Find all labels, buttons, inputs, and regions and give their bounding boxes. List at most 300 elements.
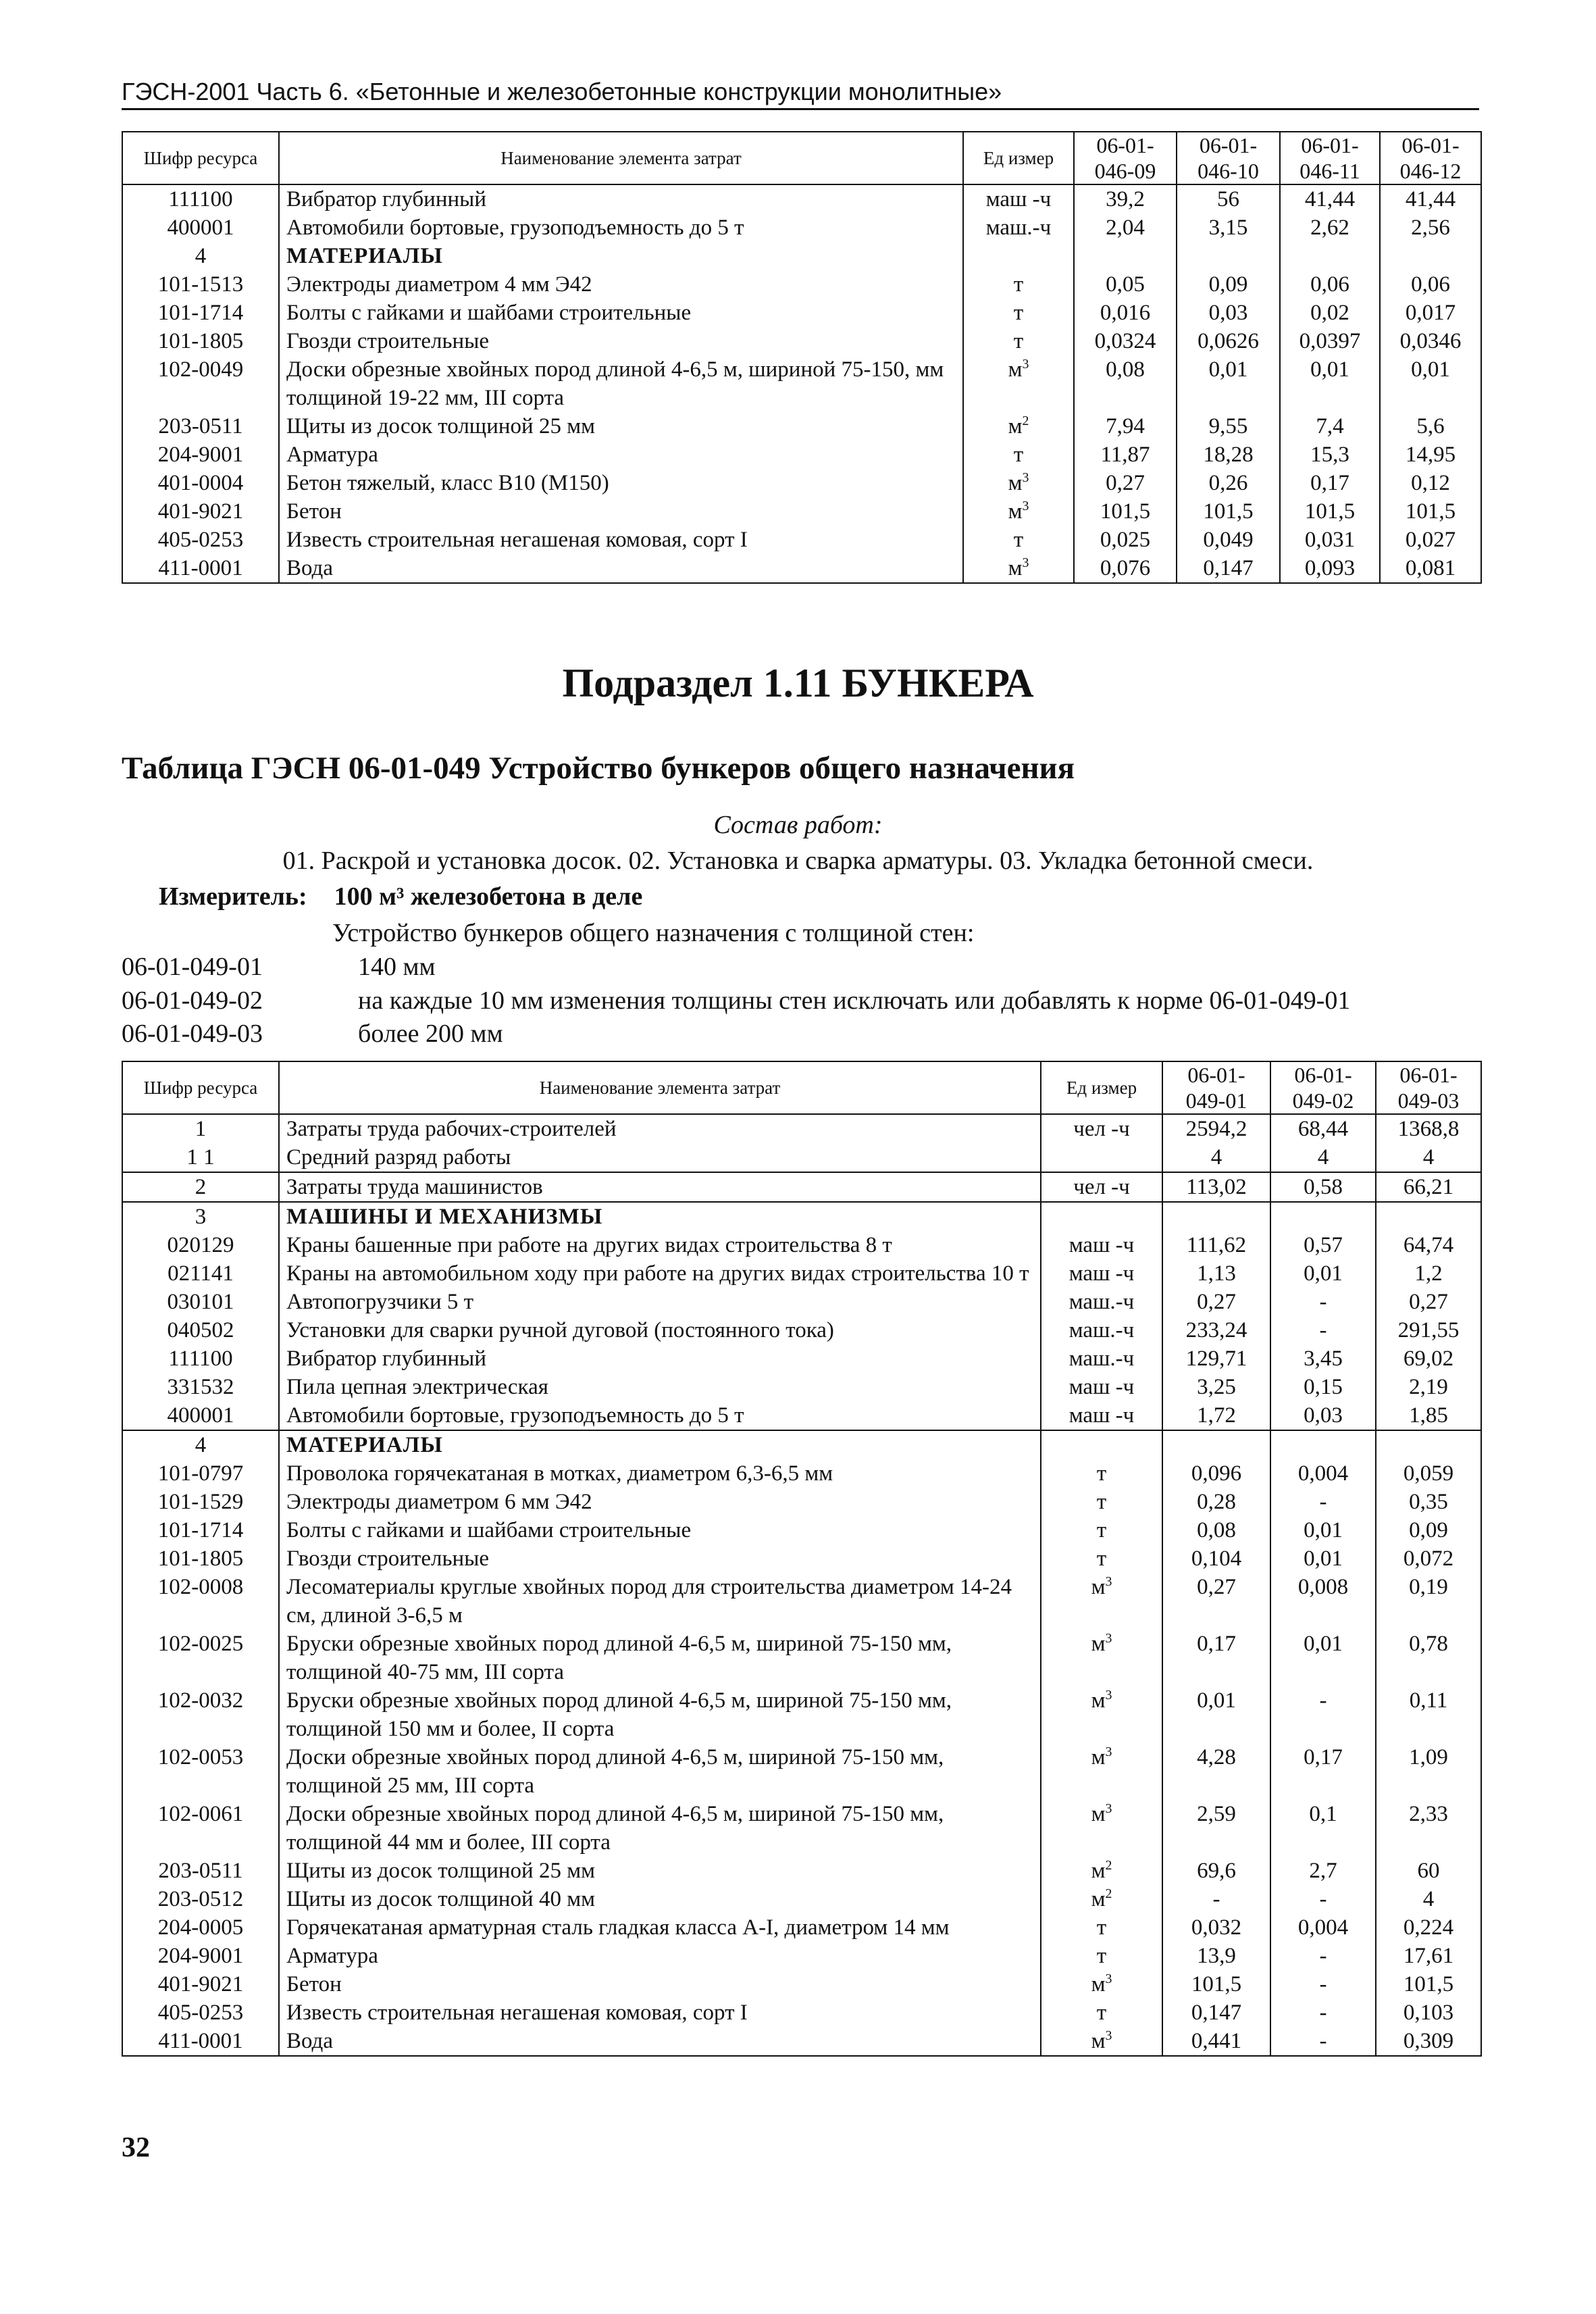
- table-row: [122, 1344, 1481, 1373]
- resource-code: 4: [122, 1430, 279, 1459]
- resource-code: 1 1: [122, 1143, 279, 1172]
- resource-code: 411-0001: [122, 2027, 279, 2056]
- section-label: МАТЕРИАЛЫ: [279, 242, 963, 270]
- unit-cell: [1041, 1430, 1162, 1459]
- value-cell: 2594,2: [1162, 1114, 1270, 1143]
- value-cell: 0,26: [1177, 469, 1280, 497]
- value-cell: 3,45: [1270, 1344, 1376, 1373]
- value-cell: 15,3: [1280, 441, 1380, 469]
- resource-name: Известь строительная негашеная комовая, сорт I: [279, 526, 963, 554]
- value-cell: 291,55: [1376, 1316, 1481, 1344]
- resource-table-06-01-049: [122, 1061, 1482, 2057]
- table-row: [122, 1942, 1481, 1970]
- resource-code: 2: [122, 1172, 279, 1202]
- table-row: [122, 1488, 1481, 1516]
- value-cell: -: [1270, 1998, 1376, 2027]
- table2-body: [122, 1061, 1481, 2056]
- resource-code: 101-0797: [122, 1459, 279, 1488]
- resource-code: 101-1529: [122, 1488, 279, 1516]
- value-cell: -: [1270, 1885, 1376, 1913]
- unit-cell: $м^3$: [1041, 1686, 1162, 1743]
- column-header: 06-01-046-11: [1280, 132, 1380, 184]
- section-label: МАТЕРИАЛЫ: [279, 1430, 1041, 1459]
- value-cell: 2,33: [1376, 1800, 1481, 1857]
- resource-name: Бетон тяжелый, класс В10 (М150): [279, 469, 963, 497]
- running-header: ГЭСН-2001 Часть 6. «Бетонные и железобетонные конструкции монолитные»: [122, 76, 1479, 110]
- variant-code: 06-01-049-01: [122, 953, 263, 981]
- resource-code: 102-0053: [122, 1743, 279, 1800]
- value-cell: 0,09: [1177, 270, 1280, 299]
- resource-code: 021141: [122, 1259, 279, 1288]
- column-header: Ед измер: [1041, 1061, 1162, 1114]
- value-cell: 0,28: [1162, 1488, 1270, 1516]
- resource-name: Пила цепная электрическая: [279, 1373, 1041, 1401]
- value-cell: 0,02: [1280, 299, 1380, 327]
- table-row: [122, 554, 1481, 583]
- unit-cell: т: [1041, 1998, 1162, 2027]
- value-cell: 0,03: [1177, 299, 1280, 327]
- value-cell: 101,5: [1376, 1970, 1481, 1998]
- table-row: [122, 1998, 1481, 2027]
- resource-code: 401-9021: [122, 497, 279, 526]
- value-cell: 2,62: [1280, 213, 1380, 242]
- resource-name: Болты с гайками и шайбами строительные: [279, 1516, 1041, 1544]
- resource-name: Вода: [279, 2027, 1041, 2056]
- value-cell: 4: [1376, 1143, 1481, 1172]
- composition-label: Состав работ:: [713, 811, 883, 839]
- resource-name: Вода: [279, 554, 963, 583]
- column-header: Наименование элемента затрат: [279, 132, 963, 184]
- value-cell: 56: [1177, 184, 1280, 213]
- value-cell: 0,031: [1280, 526, 1380, 554]
- value-cell: 39,2: [1074, 184, 1177, 213]
- resource-name: Средний разряд работы: [279, 1143, 1041, 1172]
- value-cell: 41,44: [1280, 184, 1380, 213]
- resource-name: Болты с гайками и шайбами строительные: [279, 299, 963, 327]
- value-cell: 7,94: [1074, 412, 1177, 441]
- value-cell: 0,27: [1074, 469, 1177, 497]
- unit-cell: т: [963, 526, 1074, 554]
- resource-table-06-01-046: [122, 131, 1482, 584]
- value-cell: 0,06: [1380, 270, 1481, 299]
- resource-code: 4: [122, 242, 279, 270]
- value-cell: 7,4: [1280, 412, 1380, 441]
- value-cell: 3,25: [1162, 1373, 1270, 1401]
- resource-code: 101-1513: [122, 270, 279, 299]
- resource-code: 331532: [122, 1373, 279, 1401]
- unit-cell: т: [1041, 1942, 1162, 1970]
- unit-cell: $м^3$: [1041, 2027, 1162, 2056]
- resource-name: Краны на автомобильном ходу при работе на других видах строительства 10 т: [279, 1259, 1041, 1288]
- value-cell: 1,85: [1376, 1401, 1481, 1430]
- value-cell: 41,44: [1380, 184, 1481, 213]
- unit-cell: $м^2$: [1041, 1857, 1162, 1885]
- value-cell: 0,081: [1380, 554, 1481, 583]
- value-cell: 0,17: [1270, 1743, 1376, 1800]
- value-cell: 66,21: [1376, 1172, 1481, 1202]
- value-cell: -: [1270, 2027, 1376, 2056]
- resource-code: 405-0253: [122, 526, 279, 554]
- value-cell: 0,0346: [1380, 327, 1481, 355]
- unit-cell: маш.-ч: [1041, 1288, 1162, 1316]
- value-cell: 101,5: [1177, 497, 1280, 526]
- value-cell: 0,57: [1270, 1231, 1376, 1259]
- value-cell: 1,2: [1376, 1259, 1481, 1288]
- value-cell: 0,58: [1270, 1172, 1376, 1202]
- value-cell: 0,27: [1162, 1573, 1270, 1630]
- value-cell: 60: [1376, 1857, 1481, 1885]
- resource-code: 401-0004: [122, 469, 279, 497]
- table-row: [122, 1544, 1481, 1573]
- resource-name: Известь строительная негашеная комовая, сорт I: [279, 1998, 1041, 2027]
- unit-cell: т: [963, 441, 1074, 469]
- resource-code: 102-0032: [122, 1686, 279, 1743]
- variant-line: [122, 1018, 503, 1049]
- table-row: [122, 1172, 1481, 1202]
- section-label: МАШИНЫ И МЕХАНИЗМЫ: [279, 1202, 1041, 1231]
- resource-name: Автомобили бортовые, грузоподъемность до 5 т: [279, 213, 963, 242]
- column-header: Шифр ресурса: [122, 1061, 279, 1114]
- table-row: [122, 1316, 1481, 1344]
- value-cell: 101,5: [1074, 497, 1177, 526]
- resource-name: Установки для сварки ручной дуговой (постоянного тока): [279, 1316, 1041, 1344]
- unit-cell: т: [1041, 1459, 1162, 1488]
- value-cell: 1,09: [1376, 1743, 1481, 1800]
- resource-code: 102-0049: [122, 355, 279, 412]
- value-cell: 0,01: [1270, 1516, 1376, 1544]
- value-cell: 2,7: [1270, 1857, 1376, 1885]
- value-cell: [1270, 1202, 1376, 1231]
- unit-cell: маш -ч: [1041, 1373, 1162, 1401]
- value-cell: 0,032: [1162, 1913, 1270, 1942]
- table-row: [122, 270, 1481, 299]
- resource-name: Лесоматериалы круглые хвойных пород для строительства диаметром 14-24 см, длиной 3-6,5 м: [279, 1573, 1041, 1630]
- resource-code: 101-1714: [122, 1516, 279, 1544]
- value-cell: 69,6: [1162, 1857, 1270, 1885]
- measure-value: 100 м³ железобетона в деле: [334, 882, 643, 911]
- unit-cell: $м^3$: [1041, 1970, 1162, 1998]
- unit-cell: чел -ч: [1041, 1172, 1162, 1202]
- value-cell: [1177, 242, 1280, 270]
- value-cell: 0,01: [1177, 355, 1280, 412]
- resource-name: Доски обрезные хвойных пород длиной 4-6,5 м, шириной 75-150 мм, толщиной 25 мм, III сорта: [279, 1743, 1041, 1800]
- value-cell: 0,09: [1376, 1516, 1481, 1544]
- table-row: [122, 1459, 1481, 1488]
- variant-code: 06-01-049-02: [122, 986, 263, 1015]
- resource-code: 111100: [122, 184, 279, 213]
- value-cell: 0,147: [1162, 1998, 1270, 2027]
- resource-name: Вибратор глубинный: [279, 1344, 1041, 1373]
- table-row: [122, 327, 1481, 355]
- table-row: [122, 526, 1481, 554]
- table-row: [122, 1231, 1481, 1259]
- value-cell: 0,008: [1270, 1573, 1376, 1630]
- resource-code: 204-0005: [122, 1913, 279, 1942]
- subsection-title: Подраздел 1.11 БУНКЕРА: [562, 661, 1034, 705]
- value-cell: 2,56: [1380, 213, 1481, 242]
- resource-name: Электроды диаметром 6 мм Э42: [279, 1488, 1041, 1516]
- resource-code: 203-0511: [122, 1857, 279, 1885]
- value-cell: 0,103: [1376, 1998, 1481, 2027]
- resource-code: 411-0001: [122, 554, 279, 583]
- resource-name: Арматура: [279, 441, 963, 469]
- value-cell: [1074, 242, 1177, 270]
- value-cell: 233,24: [1162, 1316, 1270, 1344]
- value-cell: 14,95: [1380, 441, 1481, 469]
- resource-name: Бетон: [279, 1970, 1041, 1998]
- value-cell: 0,1: [1270, 1800, 1376, 1857]
- resource-code: 401-9021: [122, 1970, 279, 1998]
- table-row: [122, 1857, 1481, 1885]
- table-row: [122, 1143, 1481, 1172]
- value-cell: 0,224: [1376, 1913, 1481, 1942]
- table-row: [122, 1259, 1481, 1288]
- resource-name: Гвозди строительные: [279, 1544, 1041, 1573]
- resource-code: 102-0008: [122, 1573, 279, 1630]
- table-row: [122, 1630, 1481, 1686]
- value-cell: 0,05: [1074, 270, 1177, 299]
- resource-code: 204-9001: [122, 1942, 279, 1970]
- section-row: [122, 1202, 1481, 1231]
- unit-cell: чел -ч: [1041, 1114, 1162, 1143]
- table-row: [122, 299, 1481, 327]
- value-cell: 64,74: [1376, 1231, 1481, 1259]
- table-row: [122, 412, 1481, 441]
- value-cell: 0,17: [1280, 469, 1380, 497]
- resource-code: 030101: [122, 1288, 279, 1316]
- value-cell: 0,0626: [1177, 327, 1280, 355]
- resource-code: 101-1805: [122, 327, 279, 355]
- value-cell: 0,072: [1376, 1544, 1481, 1573]
- value-cell: 18,28: [1177, 441, 1280, 469]
- value-cell: 0,27: [1376, 1288, 1481, 1316]
- table-row: [122, 355, 1481, 412]
- value-cell: 0,049: [1177, 526, 1280, 554]
- table-row: [122, 1913, 1481, 1942]
- unit-cell: $м^3$: [1041, 1573, 1162, 1630]
- value-cell: 0,096: [1162, 1459, 1270, 1488]
- resource-name: Электроды диаметром 4 мм Э42: [279, 270, 963, 299]
- value-cell: 111,62: [1162, 1231, 1270, 1259]
- unit-cell: [1041, 1143, 1162, 1172]
- value-cell: 0,01: [1270, 1544, 1376, 1573]
- value-cell: 0,17: [1162, 1630, 1270, 1686]
- value-cell: 0,017: [1380, 299, 1481, 327]
- value-cell: -: [1270, 1288, 1376, 1316]
- value-cell: 0,78: [1376, 1630, 1481, 1686]
- value-cell: [1376, 1202, 1481, 1231]
- resource-name: Доски обрезные хвойных пород длиной 4-6,5 м, шириной 75-150, мм толщиной 19-22 мм, III сорта: [279, 355, 963, 412]
- value-cell: 1,72: [1162, 1401, 1270, 1430]
- composition-text: 01. Раскрой и установка досок. 02. Установка и сварка арматуры. 03. Укладка бетонной смеси.: [282, 847, 1314, 875]
- table-row: [122, 1288, 1481, 1316]
- value-cell: [1270, 1430, 1376, 1459]
- unit-cell: т: [1041, 1516, 1162, 1544]
- value-cell: 4: [1270, 1143, 1376, 1172]
- variants-intro: Устройство бункеров общего назначения с толщиной стен:: [332, 919, 975, 947]
- resource-code: 102-0025: [122, 1630, 279, 1686]
- value-cell: 2,04: [1074, 213, 1177, 242]
- unit-cell: т: [963, 327, 1074, 355]
- column-header: 06-01-046-10: [1177, 132, 1280, 184]
- unit-cell: т: [1041, 1544, 1162, 1573]
- resource-name: Бетон: [279, 497, 963, 526]
- table-row: [122, 1686, 1481, 1743]
- table-header-row: [122, 132, 1481, 184]
- table-row: [122, 497, 1481, 526]
- value-cell: 0,19: [1376, 1573, 1481, 1630]
- resource-name: Арматура: [279, 1942, 1041, 1970]
- value-cell: 4,28: [1162, 1743, 1270, 1800]
- resource-name: Автопогрузчики 5 т: [279, 1288, 1041, 1316]
- value-cell: 0,08: [1162, 1516, 1270, 1544]
- value-cell: 0,025: [1074, 526, 1177, 554]
- table-row: [122, 1743, 1481, 1800]
- resource-name: Затраты труда рабочих-строителей: [279, 1114, 1041, 1143]
- resource-name: Автомобили бортовые, грузоподъемность до 5 т: [279, 1401, 1041, 1430]
- resource-name: Щиты из досок толщиной 25 мм: [279, 1857, 1041, 1885]
- variant-text: более 200 мм: [358, 1020, 503, 1048]
- resource-name: Проволока горячекатаная в мотках, диаметром 6,3-6,5 мм: [279, 1459, 1041, 1488]
- unit-cell: маш -ч: [1041, 1259, 1162, 1288]
- value-cell: [1162, 1430, 1270, 1459]
- value-cell: -: [1270, 1686, 1376, 1743]
- unit-cell: $м^3$: [963, 497, 1074, 526]
- value-cell: 1,13: [1162, 1259, 1270, 1288]
- unit-cell: маш -ч: [963, 184, 1074, 213]
- value-cell: [1162, 1202, 1270, 1231]
- table-row: [122, 1885, 1481, 1913]
- value-cell: 129,71: [1162, 1344, 1270, 1373]
- value-cell: 0,01: [1162, 1686, 1270, 1743]
- table-header-row: [122, 1061, 1481, 1114]
- column-header: 06-01-049-02: [1270, 1061, 1376, 1114]
- table-row: [122, 1114, 1481, 1143]
- value-cell: 0,01: [1270, 1259, 1376, 1288]
- resource-name: Краны башенные при работе на других видах строительства 8 т: [279, 1231, 1041, 1259]
- table-row: [122, 1401, 1481, 1430]
- resource-code: 400001: [122, 213, 279, 242]
- resource-name: Щиты из досок толщиной 40 мм: [279, 1885, 1041, 1913]
- value-cell: 0,27: [1162, 1288, 1270, 1316]
- value-cell: 0,093: [1280, 554, 1380, 583]
- value-cell: 0,01: [1280, 355, 1380, 412]
- unit-cell: маш.-ч: [963, 213, 1074, 242]
- value-cell: 0,35: [1376, 1488, 1481, 1516]
- table-row: [122, 469, 1481, 497]
- resource-name: Вибратор глубинный: [279, 184, 963, 213]
- value-cell: [1380, 242, 1481, 270]
- variant-text: 140 мм: [358, 953, 436, 981]
- table-row: [122, 184, 1481, 213]
- value-cell: 0,01: [1380, 355, 1481, 412]
- value-cell: 0,15: [1270, 1373, 1376, 1401]
- value-cell: 4: [1376, 1885, 1481, 1913]
- value-cell: 69,02: [1376, 1344, 1481, 1373]
- value-cell: 2,59: [1162, 1800, 1270, 1857]
- unit-cell: $м^3$: [1041, 1630, 1162, 1686]
- unit-cell: т: [963, 270, 1074, 299]
- column-header: Наименование элемента затрат: [279, 1061, 1041, 1114]
- value-cell: -: [1270, 1488, 1376, 1516]
- column-header: Шифр ресурса: [122, 132, 279, 184]
- value-cell: -: [1270, 1942, 1376, 1970]
- resource-name: Затраты труда машинистов: [279, 1172, 1041, 1202]
- table-row: [122, 1800, 1481, 1857]
- value-cell: 0,06: [1280, 270, 1380, 299]
- value-cell: 4: [1162, 1143, 1270, 1172]
- column-header: Ед измер: [963, 132, 1074, 184]
- resource-code: 102-0061: [122, 1800, 279, 1857]
- unit-cell: т: [963, 299, 1074, 327]
- value-cell: 0,0397: [1280, 327, 1380, 355]
- section-row: [122, 242, 1481, 270]
- unit-cell: $м^2$: [963, 412, 1074, 441]
- unit-cell: т: [1041, 1913, 1162, 1942]
- value-cell: [1280, 242, 1380, 270]
- resource-name: Доски обрезные хвойных пород длиной 4-6,5 м, шириной 75-150 мм, толщиной 44 мм и более, III сорта: [279, 1800, 1041, 1857]
- measure-label: Измеритель:: [159, 882, 307, 911]
- resource-code: 400001: [122, 1401, 279, 1430]
- table-row: [122, 1970, 1481, 1998]
- value-cell: 0,004: [1270, 1459, 1376, 1488]
- column-header: 06-01-046-12: [1380, 132, 1481, 184]
- value-cell: 0,0324: [1074, 327, 1177, 355]
- variant-line: [122, 985, 1350, 1016]
- resource-code: 101-1805: [122, 1544, 279, 1573]
- table-row: [122, 1573, 1481, 1630]
- value-cell: 0,441: [1162, 2027, 1270, 2056]
- value-cell: 3,15: [1177, 213, 1280, 242]
- table-row: [122, 441, 1481, 469]
- value-cell: 0,104: [1162, 1544, 1270, 1573]
- variant-code: 06-01-049-03: [122, 1020, 263, 1048]
- value-cell: -: [1270, 1316, 1376, 1344]
- value-cell: 0,076: [1074, 554, 1177, 583]
- unit-cell: $м^3$: [963, 355, 1074, 412]
- value-cell: 0,08: [1074, 355, 1177, 412]
- table-row: [122, 1516, 1481, 1544]
- value-cell: 9,55: [1177, 412, 1280, 441]
- resource-name: Горячекатаная арматурная сталь гладкая класса А-I, диаметром 14 мм: [279, 1913, 1041, 1942]
- value-cell: [1376, 1430, 1481, 1459]
- resource-code: 203-0512: [122, 1885, 279, 1913]
- value-cell: 1368,8: [1376, 1114, 1481, 1143]
- column-header: 06-01-049-01: [1162, 1061, 1270, 1114]
- value-cell: 11,87: [1074, 441, 1177, 469]
- resource-code: 203-0511: [122, 412, 279, 441]
- value-cell: 0,016: [1074, 299, 1177, 327]
- unit-cell: т: [1041, 1488, 1162, 1516]
- norm-table-title: Таблица ГЭСН 06-01-049 Устройство бункеров общего назначения: [122, 751, 1075, 786]
- value-cell: 0,12: [1380, 469, 1481, 497]
- resource-code: 101-1714: [122, 299, 279, 327]
- value-cell: 5,6: [1380, 412, 1481, 441]
- resource-code: 040502: [122, 1316, 279, 1344]
- value-cell: 101,5: [1280, 497, 1380, 526]
- resource-code: 1: [122, 1114, 279, 1143]
- value-cell: 0,059: [1376, 1459, 1481, 1488]
- unit-cell: $м^2$: [1041, 1885, 1162, 1913]
- resource-code: 111100: [122, 1344, 279, 1373]
- value-cell: 0,027: [1380, 526, 1481, 554]
- resource-code: 204-9001: [122, 441, 279, 469]
- unit-cell: маш -ч: [1041, 1231, 1162, 1259]
- page-number: 32: [122, 2132, 150, 2163]
- resource-code: 020129: [122, 1231, 279, 1259]
- value-cell: 17,61: [1376, 1942, 1481, 1970]
- measure-line: [159, 881, 642, 912]
